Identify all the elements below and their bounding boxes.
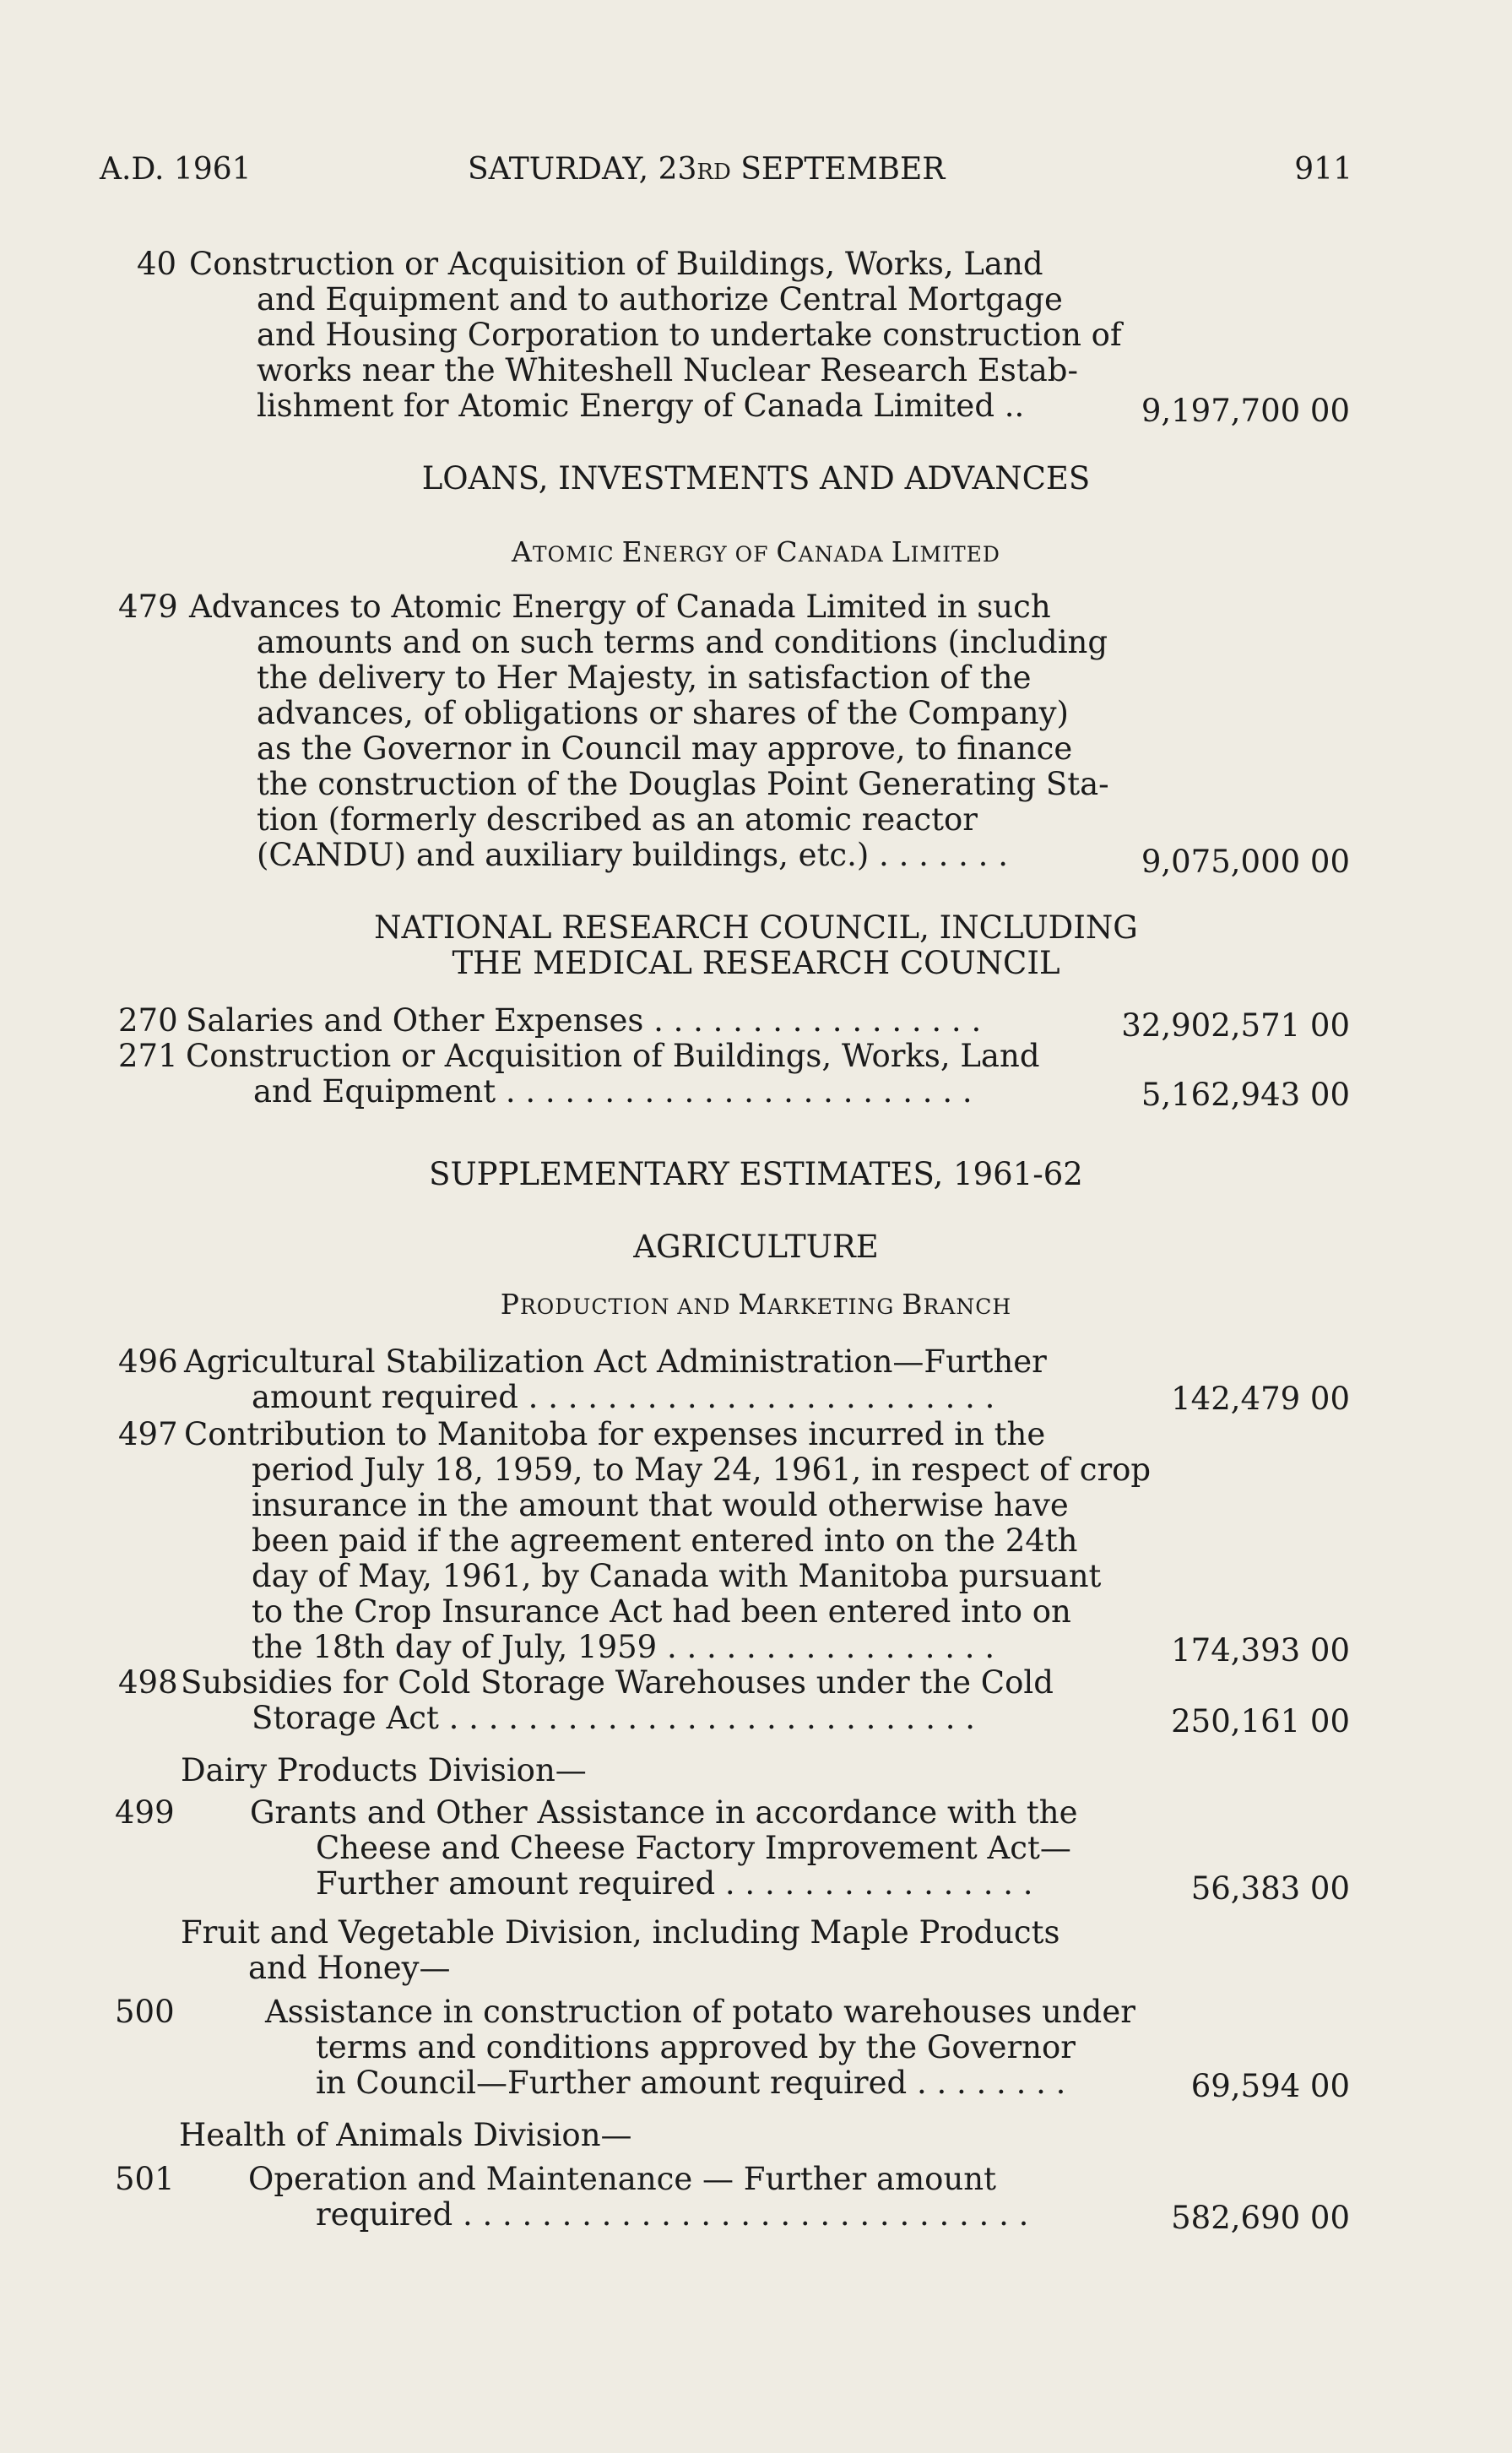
item-line: lishment for Atomic Energy of Canada Limited .. [257,388,1025,424]
item-line: Advances to Atomic Energy of Canada Limited in such [189,589,1051,625]
item-line: insurance in the amount that would otherwise have [252,1487,1069,1523]
item-line: Storage Act . . . . . . . . . . . . . . . . . . . . . . . . . . . [252,1700,975,1736]
item-amount: 32,902,571 00 [1121,1007,1350,1044]
item-line: terms and conditions approved by the Governor [316,2029,1076,2065]
item-line: and Equipment . . . . . . . . . . . . . . . . . . . . . . . . [253,1073,973,1110]
item-line: amount required . . . . . . . . . . . . . . . . . . . . . . . . [252,1379,995,1415]
item-line: and Equipment and to authorize Central Mortgage [257,281,1063,317]
item-number: 497 [118,1416,178,1452]
item-line: Subsidies for Cold Storage Warehouses under the Cold [181,1664,1054,1701]
section-heading-nrc-line1: NATIONAL RESEARCH COUNCIL, INCLUDING [374,909,1138,946]
item-number: 271 [118,1038,178,1074]
subheading-atomic-energy: ATOMIC ENERGY OF CANADA LIMITED [512,535,1000,568]
item-amount: 56,383 00 [1190,1870,1350,1907]
item-line: works near the Whiteshell Nuclear Research Estab- [257,352,1078,388]
item-line: and Housing Corporation to undertake construction of [257,317,1122,353]
item-line: Construction or Acquisition of Buildings, Works, Land [186,1038,1040,1074]
item-line: Agricultural Stabilization Act Administration—Further [184,1343,1047,1380]
item-amount: 142,479 00 [1171,1381,1350,1417]
page-header [100,152,1352,194]
item-line: day of May, 1961, by Canada with Manitoba pursuant [252,1558,1102,1594]
item-number: 501 [115,2161,175,2197]
item-line: Grants and Other Assistance in accordance with the [250,1794,1078,1831]
item-line: to the Crop Insurance Act had been entered into on [252,1593,1071,1630]
item-amount: 5,162,943 00 [1141,1077,1350,1113]
item-number: 270 [118,1002,178,1039]
item-amount: 9,197,700 00 [1141,393,1350,429]
item-line: Cheese and Cheese Factory Improvement Act— [316,1830,1071,1866]
section-heading-loans: LOANS, INVESTMENTS AND ADVANCES [421,460,1091,497]
item-line: Construction or Acquisition of Buildings, Works, Land [189,246,1043,282]
item-line: amounts and on such terms and conditions (including [257,624,1108,660]
item-line: been paid if the agreement entered into on the 24th [252,1522,1078,1559]
item-line: Operation and Maintenance — Further amount [248,2161,996,2197]
item-number: 40 [137,246,177,282]
section-heading-agriculture: AGRICULTURE [633,1229,879,1265]
header-year: A.D. 1961 [100,152,252,187]
item-line: Contribution to Manitoba for expenses incurred in the [184,1416,1046,1452]
section-heading-nrc-line2: THE MEDICAL RESEARCH COUNCIL [452,945,1060,981]
item-line: Assistance in construction of potato warehouses under [265,1994,1135,2030]
item-line: as the Governor in Council may approve, to finance [257,730,1073,767]
section-heading-supplementary: SUPPLEMENTARY ESTIMATES, 1961-62 [429,1156,1083,1192]
subheading-production-marketing: PRODUCTION AND MARKETING BRANCH [500,1288,1012,1321]
item-number: 500 [115,1994,175,2030]
division-label-fruit-cont: and Honey— [248,1950,451,1986]
division-label-health: Health of Animals Division— [179,2117,632,2153]
division-label-dairy: Dairy Products Division— [181,1752,587,1788]
item-amount: 582,690 00 [1171,2200,1350,2236]
item-amount: 9,075,000 00 [1141,844,1350,880]
item-line: advances, of obligations or shares of the Company) [257,695,1069,731]
page-number: 911 [1294,152,1352,187]
item-line: in Council—Further amount required . . . . . . . . [316,2065,1066,2101]
item-amount: 250,161 00 [1171,1703,1350,1739]
item-line: (CANDU) and auxiliary buildings, etc.) . . . . . . . [257,837,1008,873]
item-line: Further amount required . . . . . . . . . . . . . . . . [316,1865,1033,1902]
item-line: the construction of the Douglas Point Generating Sta- [257,766,1109,802]
division-label-fruit: Fruit and Vegetable Division, including Maple Products [181,1914,1060,1951]
item-line: the delivery to Her Majesty, in satisfaction of the [257,659,1032,696]
item-number: 499 [115,1794,175,1831]
item-amount: 174,393 00 [1171,1632,1350,1669]
header-date: SATURDAY, 23RD SEPTEMBER [468,152,946,187]
item-amount: 69,594 00 [1190,2068,1350,2104]
item-number: 479 [118,589,178,625]
item-line: period July 18, 1959, to May 24, 1961, in respect of crop [252,1452,1152,1488]
item-line: tion (formerly described as an atomic reactor [257,801,978,838]
item-number: 496 [118,1343,178,1380]
item-number: 498 [118,1664,178,1701]
item-line: required . . . . . . . . . . . . . . . . . . . . . . . . . . . . . [316,2196,1029,2233]
item-line: Salaries and Other Expenses . . . . . . . . . . . . . . . . . [186,1002,982,1039]
item-line: the 18th day of July, 1959 . . . . . . . . . . . . . . . . . [252,1629,995,1665]
